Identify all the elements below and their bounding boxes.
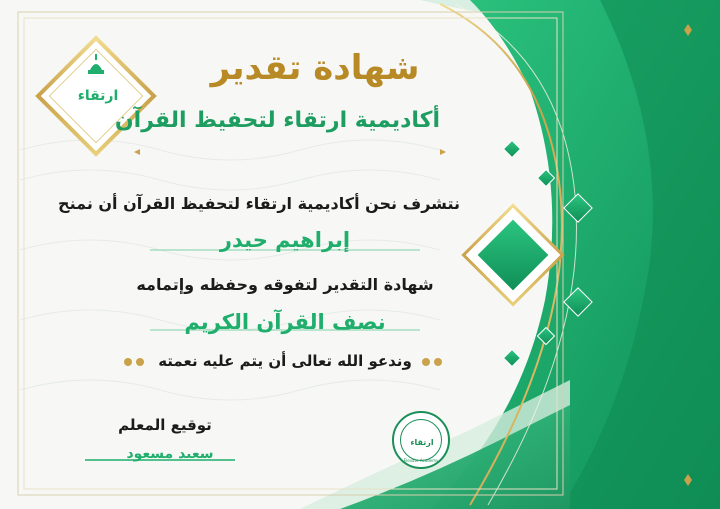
certificate-title: شهادة تقدير (210, 48, 420, 88)
seal-text: ارتقاء (410, 438, 434, 447)
signature-label: توقيع المعلم (118, 416, 212, 434)
seal-icon (392, 411, 450, 469)
intro-text: نتشرف نحن أكاديمية ارتقاء لتحفيظ القرآن أن نمنح (58, 194, 460, 213)
signature-name: سعيد مسعود (126, 446, 214, 462)
reason-text: شهادة التقدير لتفوقه وحفظه وإتمامه (136, 275, 434, 294)
seal-english-text: Elevate Academy (403, 458, 439, 463)
recipient-name: إبراهيم حيدر (219, 228, 351, 252)
prayer-text: وندعو الله تعالى أن يتم عليه نعمته (158, 352, 412, 370)
logo-text: ارتقاء (77, 88, 119, 104)
academy-name: أكاديمية ارتقاء لتحفيظ القرآن (114, 108, 440, 133)
seal-inner-ring (400, 419, 442, 461)
achievement-text: نصف القرآن الكريم (184, 310, 386, 334)
